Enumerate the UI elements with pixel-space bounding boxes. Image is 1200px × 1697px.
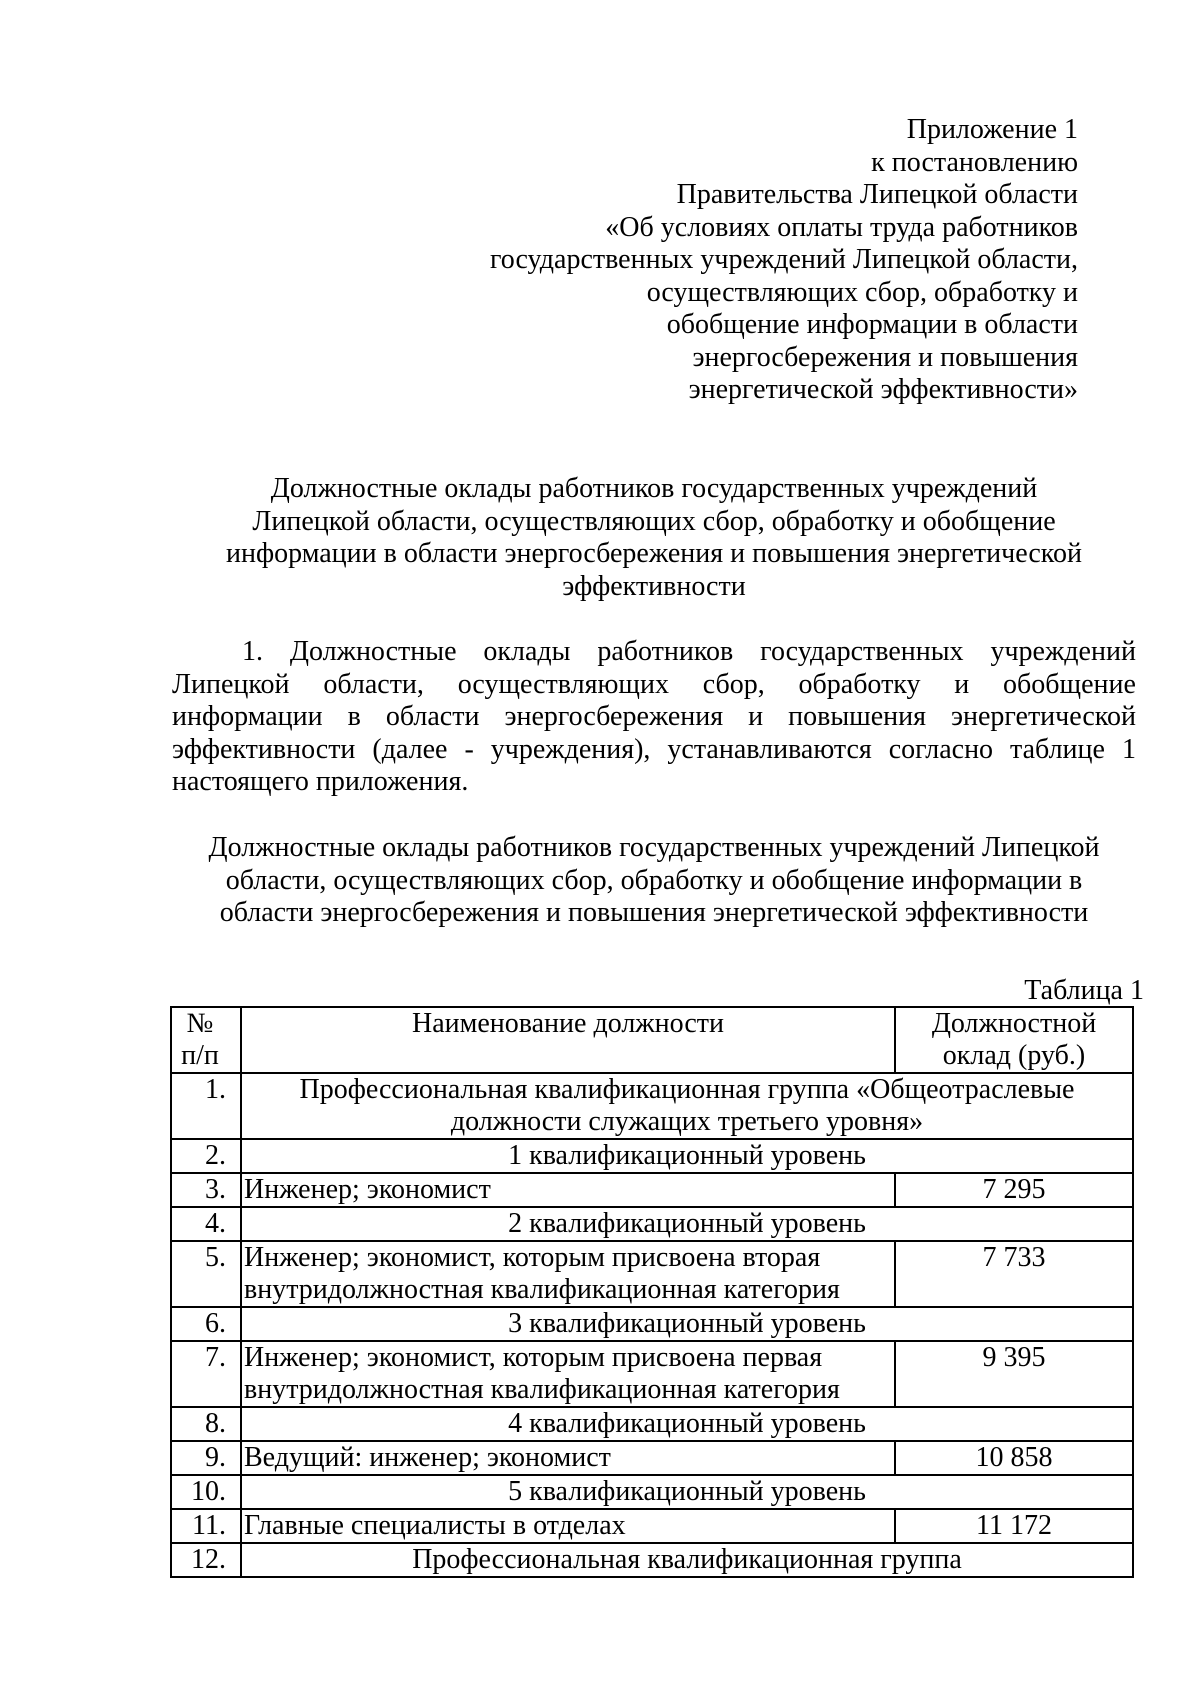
row-number: 1. bbox=[171, 1073, 241, 1139]
table-title bbox=[172, 832, 1136, 930]
paragraph-word: государственных bbox=[760, 636, 964, 667]
row-number: 8. bbox=[171, 1407, 241, 1441]
attachment-line: обобщение информации в области bbox=[666, 309, 1078, 340]
row-number: 2. bbox=[171, 1139, 241, 1173]
paragraph-word: Липецкой bbox=[172, 668, 290, 700]
qualification-level: 5 квалификационный уровень bbox=[241, 1475, 1133, 1509]
row-number: 3. bbox=[171, 1173, 241, 1207]
salary-value: 7 295 bbox=[895, 1173, 1133, 1207]
paragraph-word: (далее bbox=[372, 733, 448, 765]
qualification-level: 4 квалификационный уровень bbox=[241, 1407, 1133, 1441]
title-line: эффективности bbox=[562, 570, 746, 602]
table-row bbox=[171, 1173, 1133, 1207]
paragraph-word: сбор, bbox=[702, 668, 765, 700]
position-name: Инженер; экономист, которым присвоена первая внутридолжностная квалификационная категория bbox=[241, 1341, 895, 1407]
paragraph-word: осуществляющих bbox=[457, 668, 669, 700]
paragraph-word: таблице bbox=[1010, 733, 1105, 765]
paragraph-line bbox=[172, 766, 1136, 799]
paragraph-word: устанавливаются bbox=[667, 733, 872, 765]
table-row bbox=[171, 1241, 1133, 1307]
row-number: 5. bbox=[171, 1241, 241, 1307]
position-name: Инженер; экономист bbox=[241, 1173, 895, 1207]
paragraph-word: в bbox=[347, 701, 361, 732]
position-name: Ведущий: инженер; экономист bbox=[241, 1441, 895, 1475]
header-salary: Должностной оклад (руб.) bbox=[895, 1007, 1133, 1073]
paragraph-word: настоящего приложения. bbox=[172, 766, 469, 797]
paragraph-word: и bbox=[954, 668, 970, 700]
attachment-line: Приложение 1 bbox=[906, 114, 1078, 145]
paragraph-word: обработку bbox=[798, 668, 921, 700]
attachment-line: государственных учреждений Липецкой области, bbox=[490, 244, 1078, 275]
paragraph-line bbox=[172, 669, 1136, 702]
salary-value: 11 172 bbox=[895, 1509, 1133, 1543]
paragraph-word: работников bbox=[597, 636, 734, 667]
paragraph-word: энергосбережения bbox=[504, 701, 724, 732]
qualification-level: 3 квалификационный уровень bbox=[241, 1307, 1133, 1341]
document-title bbox=[172, 473, 1136, 603]
paragraph-line bbox=[172, 636, 1136, 669]
paragraph-word: Должностные bbox=[289, 636, 457, 667]
row-number: 4. bbox=[171, 1207, 241, 1241]
table-header-row bbox=[171, 1007, 1133, 1073]
salary-value: 10 858 bbox=[895, 1441, 1133, 1475]
attachment-line: энергетической эффективности» bbox=[688, 374, 1078, 405]
header-position: Наименование должности bbox=[241, 1007, 895, 1073]
attachment-line: энергосбережения и повышения bbox=[692, 341, 1078, 373]
paragraph-word: области bbox=[385, 701, 480, 732]
paragraph-word: информации bbox=[172, 701, 323, 732]
table-row bbox=[171, 1475, 1133, 1509]
position-name: Главные специалисты в отделах bbox=[241, 1509, 895, 1543]
title-line: информации в области энергосбережения и повышения энергетической bbox=[226, 538, 1082, 569]
qualification-level: 2 квалификационный уровень bbox=[241, 1207, 1133, 1241]
paragraph-word: согласно bbox=[888, 733, 994, 765]
table-title-line: Должностные оклады работников государственных учреждений Липецкой bbox=[208, 832, 1100, 863]
body-paragraph bbox=[172, 636, 1136, 799]
table-row bbox=[171, 1407, 1133, 1441]
table-row bbox=[171, 1307, 1133, 1341]
paragraph-word: 1. bbox=[242, 636, 263, 667]
attachment-line: к постановлению bbox=[871, 146, 1078, 178]
table-row bbox=[171, 1543, 1133, 1577]
paragraph-word: эффективности bbox=[172, 733, 356, 765]
paragraph-word: обобщение bbox=[1003, 668, 1136, 700]
table-label: Таблица 1 bbox=[1024, 975, 1144, 1006]
attachment-line: «Об условиях оплаты труда работников bbox=[605, 211, 1078, 243]
table-row bbox=[171, 1139, 1133, 1173]
row-number: 10. bbox=[171, 1475, 241, 1509]
salary-value: 9 395 bbox=[895, 1341, 1133, 1407]
qualification-group: Профессиональная квалификационная группа bbox=[241, 1543, 1133, 1577]
row-number: 12. bbox=[171, 1543, 241, 1577]
table-row bbox=[171, 1341, 1133, 1407]
paragraph-line bbox=[172, 734, 1136, 767]
table-row bbox=[171, 1207, 1133, 1241]
salary-table bbox=[170, 1006, 1134, 1578]
table-row bbox=[171, 1073, 1133, 1139]
title-line: Липецкой области, осуществляющих сбор, обработку и обобщение bbox=[252, 505, 1056, 537]
paragraph-line bbox=[172, 701, 1136, 734]
table-row bbox=[171, 1509, 1133, 1543]
row-number: 11. bbox=[171, 1509, 241, 1543]
attachment-line: осуществляющих сбор, обработку и bbox=[646, 276, 1078, 308]
qualification-level: 1 квалификационный уровень bbox=[241, 1139, 1133, 1173]
salary-value: 7 733 bbox=[895, 1241, 1133, 1307]
paragraph-word: области, bbox=[323, 668, 424, 700]
attachment-line: Правительства Липецкой области bbox=[676, 179, 1078, 210]
table-row bbox=[171, 1441, 1133, 1475]
header-num: № п/п bbox=[171, 1007, 241, 1073]
title-line: Должностные оклады работников государственных учреждений bbox=[270, 473, 1038, 504]
row-number: 9. bbox=[171, 1441, 241, 1475]
position-name: Инженер; экономист, которым присвоена вторая внутридолжностная квалификационная категория bbox=[241, 1241, 895, 1307]
paragraph-word: - bbox=[464, 733, 474, 765]
table-title-line: области, осуществляющих сбор, обработку и обобщение информации в bbox=[225, 864, 1083, 896]
paragraph-word: оклады bbox=[483, 636, 571, 667]
paragraph-word: учреждения), bbox=[490, 733, 651, 765]
paragraph-word: 1 bbox=[1121, 733, 1136, 765]
paragraph-word: повышения bbox=[788, 701, 926, 732]
attachment-header bbox=[378, 114, 1078, 407]
paragraph-word: учреждений bbox=[990, 636, 1136, 667]
qualification-group: Профессиональная квалификационная группа «Общеотраслевые должности служащих третьего уровня» bbox=[241, 1073, 1133, 1139]
paragraph-word: энергетической bbox=[950, 701, 1136, 732]
paragraph-word: и bbox=[748, 701, 764, 732]
table-title-line: области энергосбережения и повышения энергетической эффективности bbox=[219, 897, 1089, 928]
row-number: 6. bbox=[171, 1307, 241, 1341]
row-number: 7. bbox=[171, 1341, 241, 1407]
